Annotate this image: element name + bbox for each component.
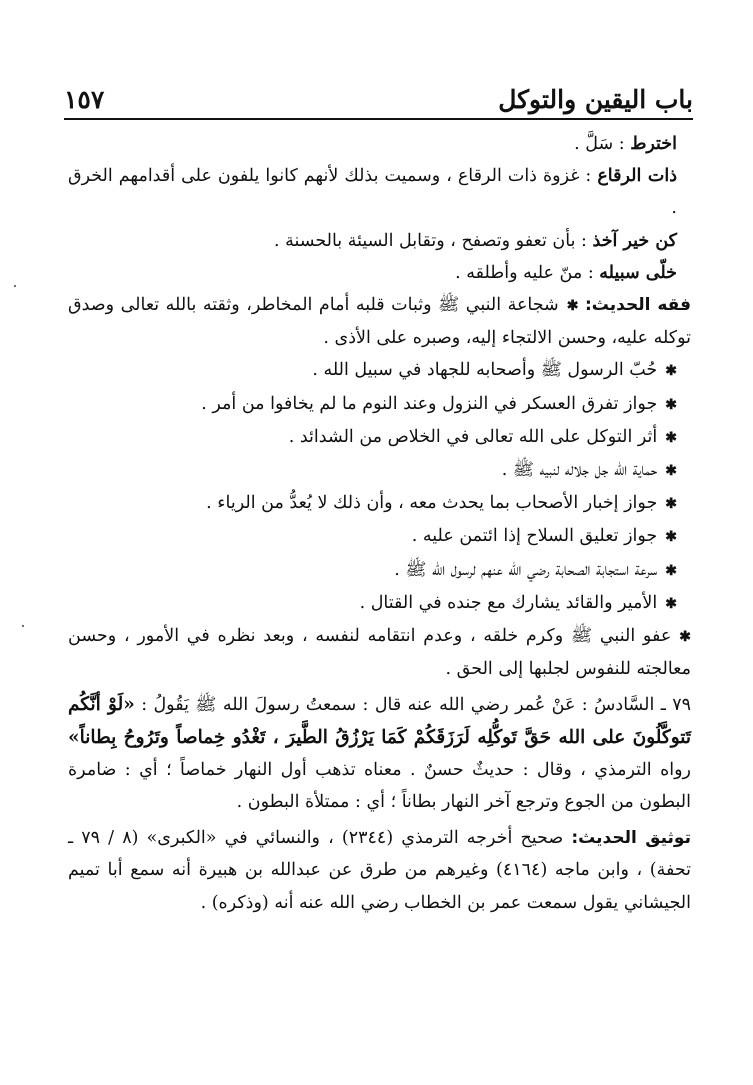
asterisk-bullet-icon: ✱ [665, 396, 677, 413]
vocab-entry: كن خير آخذ : بأن تعفو وتصفح ، وتقابل السيئة بالحسنة . [273, 230, 677, 251]
header-rule [64, 118, 693, 120]
page-number: ١٥٧ [64, 85, 105, 114]
tawthiq-paragraph [68, 822, 691, 919]
asterisk-bullet-icon: ✱ [665, 595, 677, 612]
fiqh-item: ✱جواز تفرق العسكر في النزول وعند النوم ما لم يخافوا من أمر . [201, 393, 677, 414]
page-body [68, 128, 691, 919]
hadith-text: «لَوْ أنَّكُم تَتوكَّلُونَ على الله حَقَّ تَوكُّلِه لَرَزَقَكُمْ كَمَا يَرْزُقُ الطَّيرَ ، تَغْدُو خِماصاً وتَرُوحُ بِطاناً» [68, 694, 691, 748]
hadith-intro: ٧٩ ـ السَّادسُ : عَنْ عُمر رضي الله عنه قال : سمعتُ رسولَ الله ﷺ يَقُولُ : [141, 695, 692, 716]
margin-speck [14, 285, 16, 287]
page-header [64, 74, 693, 114]
fiqh-intro: فقه الحديث: ✱شجاعة النبي ﷺ وثبات قلبه أمام المخاطر، وثقته بالله تعالى وصدق توكله عليه، وحسن الالتجاء إليه، وصبره على الأذى . [68, 295, 691, 349]
hadith-explanation: رواه الترمذي ، وقال : حديثٌ حسنٌ . معناه تذهب أول النهار خماصاً ؛ أي : ضامرة البطون من الجوع وترجع آخر النهار بطاناً ؛ أي : ممتلأة البطون . [68, 759, 691, 813]
asterisk-bullet-icon: ✱ [566, 298, 579, 315]
asterisk-bullet-icon: ✱ [665, 363, 677, 380]
fiqh-item: ✱سرعة استجابة الصحابة رضي الله عنهم لرسول الله ﷺ . [394, 559, 677, 580]
vocab-entry: اخترط : سَلَّ . [574, 134, 677, 154]
fiqh-item: ✱أثر التوكل على الله تعالى في الخلاص من الشدائد . [288, 426, 677, 447]
fiqh-item: ✱حماية الله جل جلاله لنبيه ﷺ . [501, 460, 677, 481]
fiqh-item: ✱جواز إخبار الأصحاب بما يحدث معه ، وأن ذلك لا يُعدُّ من الرياء . [206, 493, 677, 514]
vocab-entry: ذات الرقاع : غزوة ذات الرقاع ، وسميت بذلك لأنهم كانوا يلفون على أقدامهم الخرق . [68, 166, 677, 219]
asterisk-bullet-icon: ✱ [665, 562, 677, 579]
margin-speck [22, 625, 24, 627]
fiqh-item: ✱حُبّ الرسول ﷺ وأصحابه للجهاد في سبيل الله . [312, 360, 677, 381]
tawthiq-text: صحيح أخرجه الترمذي (٢٣٤٤) ، والنسائي في «الكبرى» (٨ / ٧٩ ـ تحفة) ، وابن ماجه (٤١٦٤) وغيرهم من طرق عن عبدالله بن هبيرة أنه سمع أبا تميم الجيشاني يقول سمعت عمر بن الخطاب رضي الله عنه أنه (وذكره) . [68, 828, 692, 913]
vocab-entry: خلّى سبيله : منّ عليه وأطلقه . [455, 262, 677, 283]
fiqh-label: فقه الحديث: [584, 295, 691, 316]
asterisk-bullet-icon: ✱ [665, 496, 677, 513]
fiqh-item: ✱الأمير والقائد يشارك مع جنده في القتال . [359, 592, 677, 613]
asterisk-bullet-icon: ✱ [665, 529, 677, 546]
asterisk-bullet-icon: ✱ [665, 463, 677, 480]
asterisk-bullet-icon: ✱ [679, 629, 691, 646]
fiqh-item: ✱جواز تعليق السلاح إذا ائتمن عليه . [411, 526, 677, 547]
fiqh-item: ✱عفو النبي ﷺ وكرم خلقه ، وعدم انتقامه لنفسه ، وبعد نظره في الأمور ، وحسن معالجته للنفوس لجلبها إلى الحق . [68, 626, 691, 680]
tawthiq-label: توثيق الحديث: [571, 828, 691, 849]
hadith-paragraph [68, 689, 691, 818]
asterisk-bullet-icon: ✱ [665, 429, 677, 446]
chapter-title: باب اليقين والتوكل [498, 85, 693, 114]
